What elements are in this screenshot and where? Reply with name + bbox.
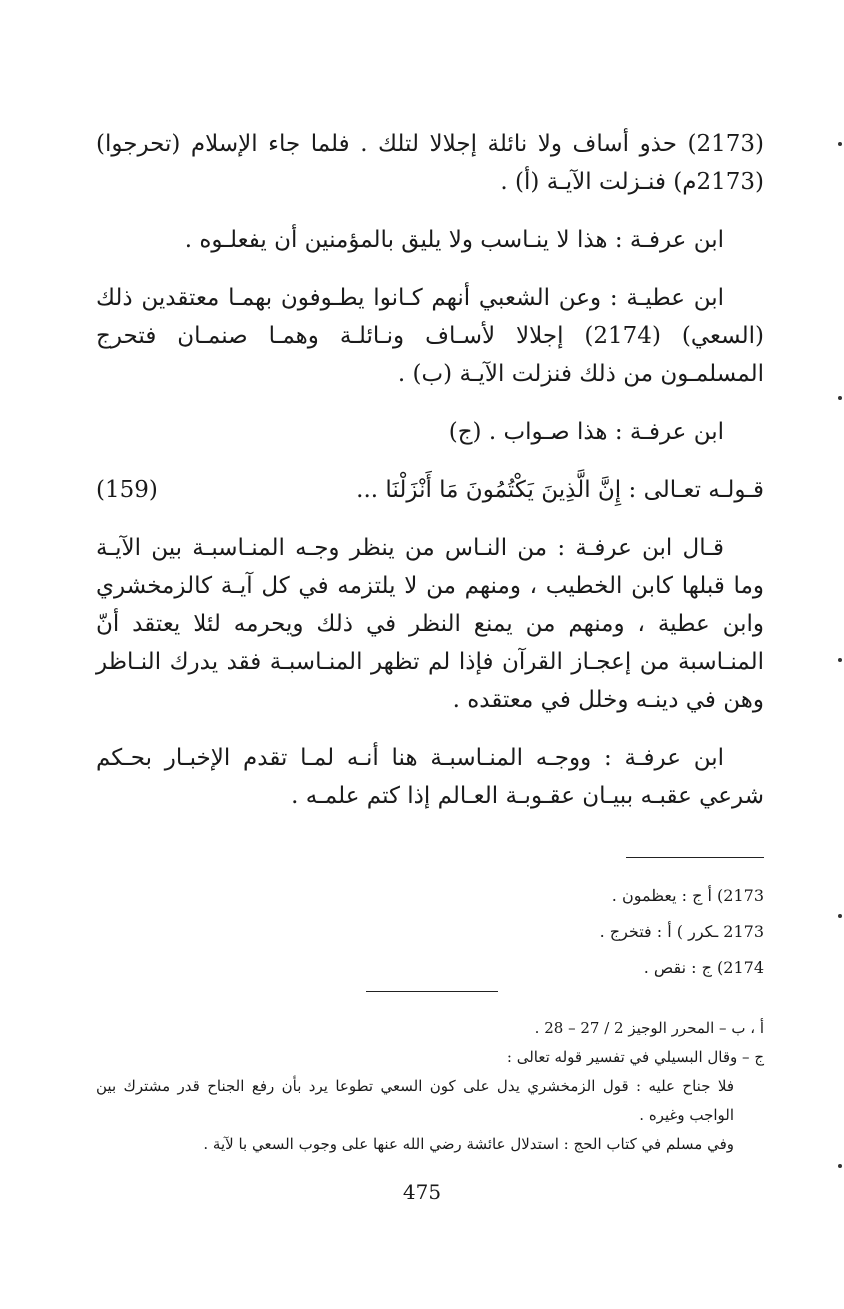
notes-divider — [366, 991, 498, 992]
footnotes — [96, 878, 764, 986]
verse-line — [96, 471, 764, 509]
verse-number: (159) — [96, 477, 158, 503]
page-number: 475 — [402, 1180, 442, 1204]
paragraph: ابن عطيـة : وعن الشعبي أنهم كـانوا يطـوفون بهمـا معتقدين ذلك (السعي) (2174) إجلالا لأسـاف ونـائلـة وهمـا صنمـان فتحرج المسلمـون من ذلك فنزلت الآيـة (ب) . — [96, 285, 764, 387]
note-j-text: فلا جناح عليه : قول الزمخشري يدل على كون السعي تطوعا يرد بأن رفع الجناح قدر مشترك بين الواجب وغيره . — [96, 1077, 734, 1124]
footnote: 2173 ـكرر ) أ : فتخرج . — [599, 922, 764, 941]
footnote-divider — [626, 857, 764, 858]
footnote: 2173) أ ج : يعظمون . — [611, 886, 764, 905]
scan-mark — [838, 142, 842, 146]
note-j-text: وفي مسلم في كتاب الحج : استدلال عائشة رضي الله عنها على وجوب السعي با لآية . — [203, 1135, 734, 1153]
note-j: ج – وقال البسيلي في تفسير قوله تعالى : — [506, 1048, 764, 1066]
footnote: 2174) ج : نقص . — [643, 958, 764, 977]
scan-mark — [838, 658, 842, 662]
scan-mark — [838, 914, 842, 918]
verse-text: قـولـه تعـالى : إِنَّ الَّذِينَ يَكْتُمُونَ مَا أَنْزَلْنَا ... — [356, 477, 764, 503]
paragraph: ابن عرفـة : هذا صـواب . (ج) — [448, 419, 724, 445]
paragraph: (2173) حذو أساف ولا نائلة إجلالا لتلك . فلما جاء الإسلام (تحرجوا) (2173م) فنـزلت الآيـة (أ) . — [96, 131, 764, 195]
note-a-b: أ ، ب – المحرر الوجيز 2 / 27 – 28 . — [534, 1019, 764, 1037]
scan-mark — [838, 396, 842, 400]
main-text — [96, 125, 764, 835]
paragraph: قـال ابن عرفـة : من النـاس من ينظر وجـه المنـاسبـة بين الآيـة وما قبلها كابن الخطيب ، ومنهم من لا يلتزمه في كل آيـة كالزمخشري وابن عطية ، ومنهم من يمنع النظر في ذلك ويحرمه لئلا يعتقد أنّ المنـاسبة من إعجـاز القرآن فإذا لم تظهر المنـاسبـة فقد يدرك النـاظر وهن في دينـه وخلل في معتقده . — [96, 535, 764, 713]
paragraph: ابن عرفـة : هذا لا ينـاسب ولا يليق بالمؤمنين أن يفعلـوه . — [184, 227, 724, 253]
editor-notes — [96, 1014, 764, 1159]
scan-mark — [838, 1164, 842, 1168]
paragraph: ابن عرفـة : ووجـه المنـاسبـة هنا أنـه لمـا تقدم الإخبـار بحـكم شرعي عقبـه ببيـان عقـوبـة العـالم إذا كتم علمـه . — [96, 745, 764, 809]
